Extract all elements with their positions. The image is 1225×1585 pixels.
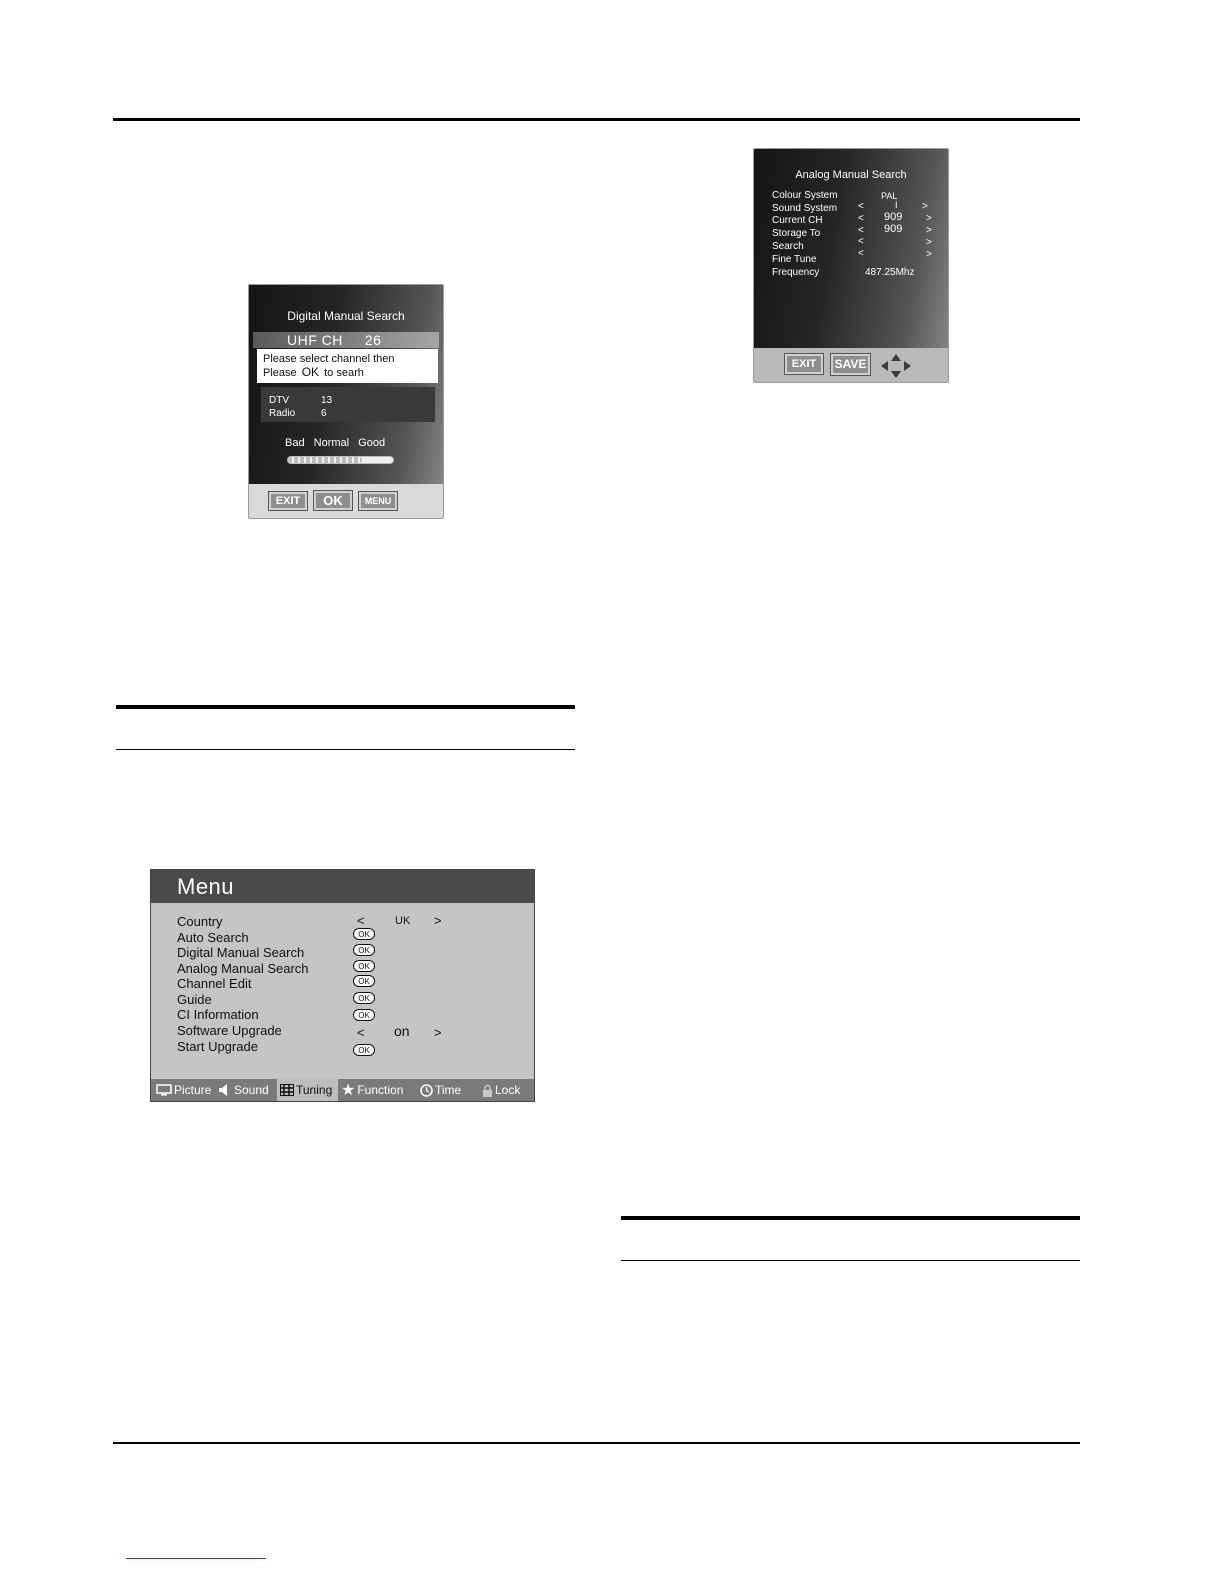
colour-system-label: Colour System	[772, 190, 838, 201]
menu-button[interactable]: MENU	[359, 492, 397, 510]
section-rule-bottom-right	[621, 1260, 1080, 1261]
menu-tab-bar	[151, 1079, 534, 1101]
tab-picture[interactable]	[151, 1079, 215, 1101]
tab-tuning[interactable]	[277, 1079, 338, 1101]
section-rule-top-right	[621, 1216, 1080, 1220]
panel-title: Analog Manual Search	[795, 169, 907, 181]
sound-system-left-arrow[interactable]: <	[858, 201, 864, 212]
quality-good: Good	[358, 437, 386, 449]
sound-system-right-arrow[interactable]: >	[922, 201, 928, 212]
tab-tuning-label: Tuning	[296, 1083, 333, 1097]
sound-system-label: Sound System	[772, 203, 838, 214]
menu-item-start-upgrade[interactable]: Start Upgrade	[177, 1039, 258, 1054]
analog-manual-search-ok-button[interactable]: OK	[353, 960, 375, 972]
digital-manual-search-panel	[248, 284, 444, 519]
current-ch-right-arrow[interactable]: >	[926, 213, 932, 224]
quality-bad: Bad	[285, 437, 305, 449]
menu-item-guide[interactable]: Guide	[177, 992, 212, 1007]
menu-title: Menu	[151, 870, 534, 903]
grid-icon	[280, 1084, 294, 1096]
section-rule-top-left	[116, 705, 575, 709]
guide-ok-button[interactable]: OK	[353, 992, 375, 1004]
radio-count-row	[269, 407, 435, 420]
storage-to-label: Storage To	[772, 228, 821, 239]
monitor-icon	[156, 1084, 172, 1096]
colour-system-value: PAL	[881, 191, 898, 201]
country-right-arrow[interactable]: >	[434, 913, 442, 928]
channel-number: 26	[364, 332, 382, 348]
radio-label: Radio	[269, 408, 296, 419]
message-line-2	[263, 366, 438, 380]
tuning-menu	[150, 869, 535, 1102]
dtv-count-row	[269, 394, 435, 407]
speaker-icon	[218, 1084, 232, 1096]
country-left-arrow[interactable]: <	[357, 913, 365, 928]
channel-selector[interactable]	[253, 332, 439, 348]
tab-time[interactable]	[414, 1079, 472, 1101]
exit-button[interactable]: EXIT	[785, 354, 823, 374]
panel-footer	[249, 484, 443, 518]
start-upgrade-ok-button[interactable]: OK	[353, 1044, 375, 1056]
navigation-dpad-icon	[881, 354, 911, 378]
panel-title: Digital Manual Search	[287, 309, 405, 323]
lock-icon	[482, 1084, 493, 1097]
analog-manual-search-panel	[753, 148, 949, 383]
signal-quality-labels	[285, 437, 391, 449]
footer-rule	[113, 1442, 1080, 1444]
current-ch-label: Current CH	[772, 215, 823, 226]
message-ok: OK	[301, 365, 320, 379]
tab-time-label: Time	[435, 1083, 462, 1097]
menu-item-auto-search[interactable]: Auto Search	[177, 930, 249, 945]
menu-body	[151, 903, 534, 1079]
ok-button[interactable]: OK	[314, 491, 352, 510]
tab-sound[interactable]	[215, 1079, 277, 1101]
found-channel-counts	[261, 387, 435, 422]
ci-information-ok-button[interactable]: OK	[353, 1009, 375, 1021]
country-value: UK	[395, 915, 411, 927]
software-upgrade-value: on	[394, 1023, 410, 1039]
menu-item-channel-edit[interactable]: Channel Edit	[177, 976, 252, 991]
frequency-value: 487.25Mhz	[865, 267, 915, 278]
search-right-arrow[interactable]: >	[926, 237, 932, 248]
channel-edit-ok-button[interactable]: OK	[353, 975, 375, 987]
tab-function-label: Function	[357, 1083, 404, 1097]
search-left-arrow[interactable]: <	[858, 236, 864, 247]
quality-normal: Normal	[313, 437, 350, 449]
tab-lock-label: Lock	[495, 1083, 521, 1097]
auto-search-ok-button[interactable]: OK	[353, 928, 375, 940]
fine-tune-label: Fine Tune	[772, 254, 817, 265]
current-ch-value: 909	[884, 211, 903, 223]
signal-meter-fill	[288, 457, 362, 463]
exit-button[interactable]: EXIT	[269, 492, 307, 510]
dtv-count: 13	[321, 395, 333, 406]
software-upgrade-left-arrow[interactable]: <	[357, 1025, 365, 1040]
channel-label: UHF CH	[287, 332, 343, 348]
dpad-up-icon	[891, 354, 901, 361]
message-prefix: Please	[263, 367, 297, 379]
radio-count: 6	[321, 408, 327, 419]
menu-item-analog-manual-search[interactable]: Analog Manual Search	[177, 961, 309, 976]
star-icon: ★	[341, 1082, 356, 1099]
tab-picture-label: Picture	[174, 1083, 212, 1097]
tab-function[interactable]	[338, 1079, 414, 1101]
section-rule-bottom-left	[116, 749, 575, 750]
digital-manual-search-ok-button[interactable]: OK	[353, 944, 375, 956]
tab-sound-label: Sound	[234, 1083, 269, 1097]
search-label: Search	[772, 241, 804, 252]
sound-system-value: I	[895, 200, 898, 210]
save-button[interactable]: SAVE	[831, 354, 870, 375]
frequency-label: Frequency	[772, 267, 820, 278]
instruction-message	[257, 349, 438, 383]
tab-lock[interactable]	[472, 1079, 524, 1101]
storage-to-value: 909	[884, 223, 903, 235]
message-line-1: Please select channel then	[263, 353, 395, 365]
menu-item-country[interactable]: Country	[177, 914, 223, 929]
current-ch-left-arrow[interactable]: <	[858, 213, 864, 224]
dtv-label: DTV	[269, 395, 289, 406]
fine-tune-left-arrow[interactable]: <	[858, 248, 864, 259]
message-suffix: to searh	[324, 367, 364, 379]
menu-item-digital-manual-search[interactable]: Digital Manual Search	[177, 945, 305, 960]
menu-item-ci-information[interactable]: CI Information	[177, 1007, 259, 1022]
storage-to-left-arrow[interactable]: <	[858, 225, 864, 236]
software-upgrade-right-arrow[interactable]: >	[434, 1025, 442, 1040]
panel-footer	[754, 348, 948, 382]
menu-item-software-upgrade[interactable]: Software Upgrade	[177, 1023, 282, 1038]
storage-to-right-arrow[interactable]: >	[926, 225, 932, 236]
clock-icon	[420, 1084, 433, 1097]
dpad-right-icon	[904, 361, 911, 371]
dpad-down-icon	[891, 371, 901, 378]
footer-link-underline	[126, 1558, 266, 1559]
header-rule	[113, 118, 1080, 121]
fine-tune-right-arrow[interactable]: >	[926, 249, 932, 260]
dpad-left-icon	[881, 361, 888, 371]
signal-meter	[287, 456, 394, 464]
